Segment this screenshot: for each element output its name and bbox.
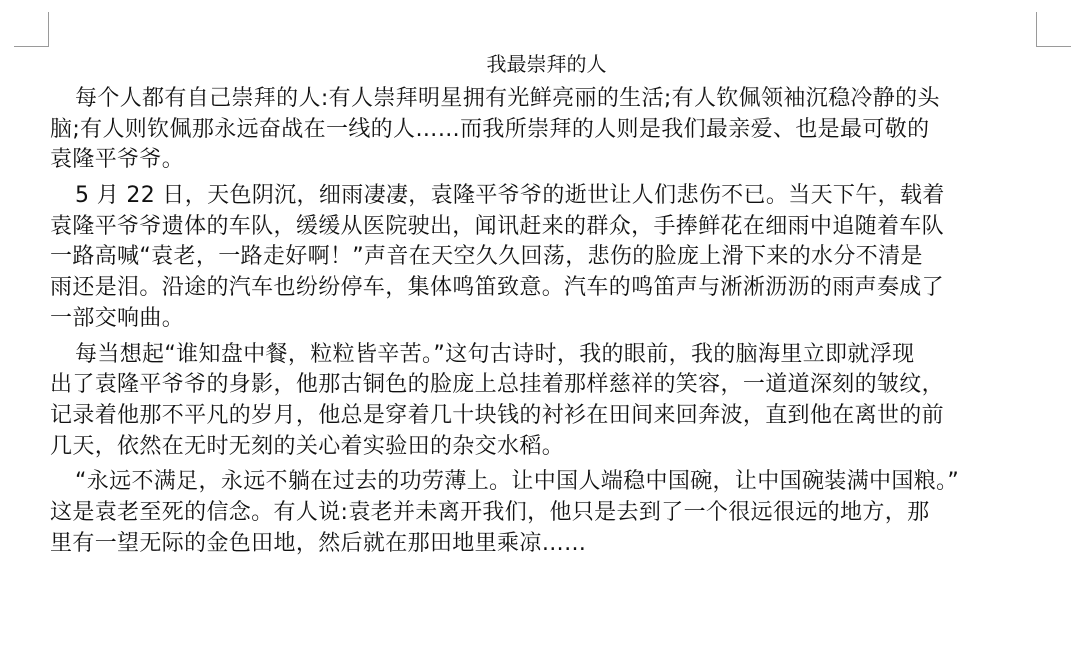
paragraph-line: 出了袁隆平爷爷的身影，他那古铜色的脸庞上总挂着那样慈祥的笑容，一道道深刻的皱纹， — [50, 372, 945, 398]
paragraph-line: 5 月 22 日，天色阴沉，细雨凄凄，袁隆平爷爷的逝世让人们悲伤不已。当天下午，载着 — [75, 183, 945, 209]
paragraph-line: 这是袁老至死的信念。有人说:袁老并未离开我们，他只是去到了一个很远很远的地方，那 — [50, 499, 930, 525]
paragraph-line: 雨还是泪。沿途的汽车也纷纷停车，集体鸣笛致意。汽车的鸣笛声与淅淅沥沥的雨声奏成了 — [50, 275, 945, 301]
paragraph-line: 里有一望无际的金色田地，然后就在那田地里乘凉…… — [50, 530, 587, 556]
paragraph-line: 每个人都有自己崇拜的人:有人崇拜明星拥有光鲜亮丽的生活;有人钦佩领袖沉稳冷静的头 — [75, 86, 940, 111]
document-title: 我最崇拜的人 — [486, 52, 607, 76]
paragraph-line: 一部交响曲。 — [50, 305, 185, 331]
paragraph-4 — [50, 467, 1035, 559]
paragraph-line: 袁隆平爷爷。 — [50, 147, 185, 173]
document-body[interactable] — [50, 48, 1035, 564]
paragraph-3 — [50, 340, 1035, 463]
paragraph-line: 袁隆平爷爷遗体的车队，缓缓从医院驶出，闻讯赶来的群众，手捧鲜花在细雨中追随着车队 — [50, 213, 945, 239]
margin-corner-mark-top-left — [14, 12, 49, 47]
margin-corner-mark-top-right — [1036, 12, 1071, 47]
paragraph-line: 每当想起“谁知盘中餐，粒粒皆辛苦。”这句古诗时，我的眼前，我的脑海里立即就浮现 — [75, 341, 915, 367]
paragraph-line: 记录着他那不平凡的岁月，他总是穿着几十块钱的衬衫在田间来回奔波，直到他在离世的前 — [50, 402, 945, 428]
paragraph-line: 一路高喊“袁老，一路走好啊！”声音在天空久久回荡，悲伤的脸庞上滑下来的水分不清是 — [50, 244, 923, 270]
paragraph-2 — [50, 181, 1035, 334]
paragraph-1 — [50, 84, 1035, 176]
paragraph-line: 脑;有人则钦佩那永远奋战在一线的人……而我所崇拜的人则是我们最亲爱、也是最可敬的 — [50, 116, 930, 142]
paragraph-line: “永远不满足，永远不躺在过去的功劳薄上。让中国人端稳中国碗，让中国碗装满中国粮。” — [75, 469, 960, 495]
paragraph-line: 几天，依然在无时无刻的关心着实验田的杂交水稻。 — [50, 433, 565, 459]
